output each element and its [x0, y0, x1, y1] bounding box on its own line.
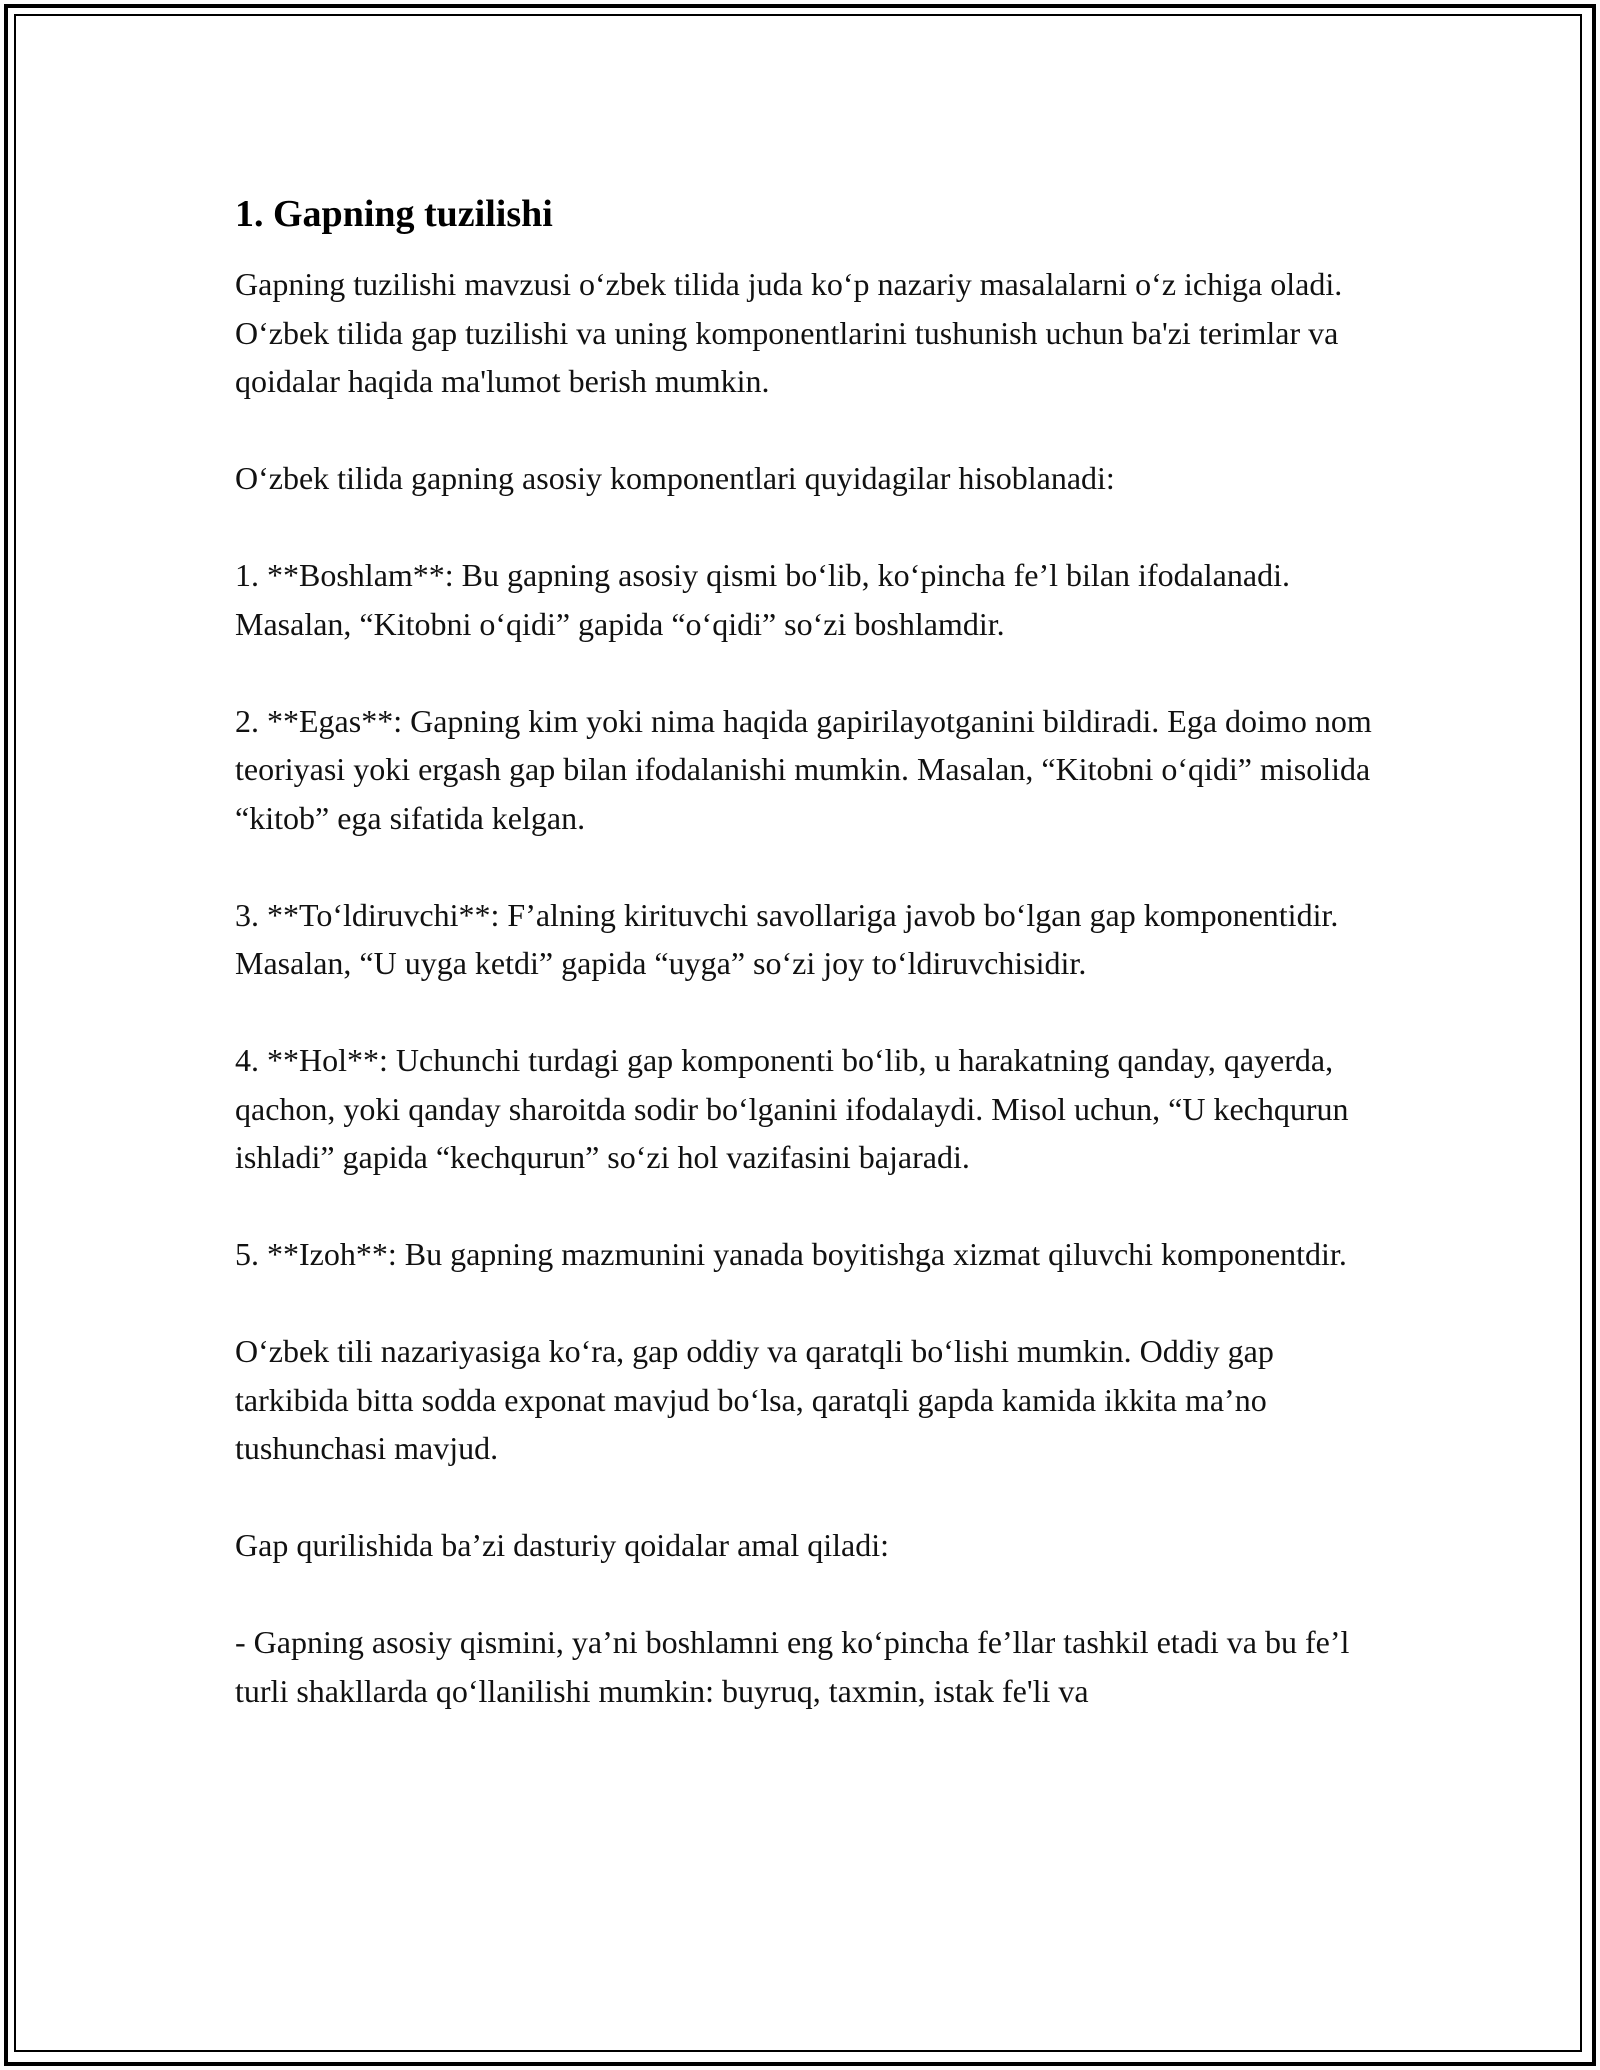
- rule-item: - Gapning asosiy qismini, ya’ni boshlamni eng ko‘pincha fe’llar tashkil etadi va bu fe’l turli shakllarda qo‘llanilishi mumkin: buyruq, taxmin, istak fe'li va: [235, 1624, 1350, 1709]
- list-item-boshlam: 1. **Boshlam**: Bu gapning asosiy qismi bo‘lib, ko‘pincha fe’l bilan ifodalanadi. Masalan, “Kitobni o‘qidi” gapida “o‘qidi” so‘zi boshlamdir.: [235, 557, 1290, 642]
- list-item-toldiruvchi: 3. **To‘ldiruvchi**: F’alning kirituvchi savollariga javob bo‘lgan gap komponentidir. Masalan, “U uyga ketdi” gapida “uyga” so‘zi joy to‘ldiruvchisidir.: [235, 896, 1339, 981]
- list-item-egas: 2. **Egas**: Gapning kim yoki nima haqida gapirilayotganini bildiradi. Ega doimo nom teoriyasi yoki ergash gap bilan ifodalanishi mumkin. Masalan, “Kitobni o‘qidi” misolida “kitob” ega sifatida kelgan.: [235, 702, 1372, 836]
- intro-paragraph: Gapning tuzilishi mavzusi o‘zbek tilida juda ko‘p nazariy masalalarni o‘z ichiga oladi. O‘zbek tilida gap tuzilishi va uning komponentlarini tushunish uchun ba'zi terimlar va qoidalar haqida ma'lumot berish mumkin.: [235, 266, 1343, 399]
- rules-intro: Gap qurilishida ba’zi dasturiy qoidalar amal qiladi:: [235, 1527, 890, 1563]
- section-title: 1. Gapning tuzilishi: [235, 193, 553, 235]
- document-body: [235, 188, 1385, 1764]
- list-item-hol: 4. **Hol**: Uchunchi turdagi gap komponenti bo‘lib, u harakatning qanday, qayerda, qachon, yoki qanday sharoitda sodir bo‘lganini ifodalaydi. Misol uchun, “U kechqurun ishladi” gapida “kechqurun” so‘zi hol vazifasini bajaradi.: [235, 1042, 1349, 1175]
- list-item-izoh: 5. **Izoh**: Bu gapning mazmunini yanada boyitishga xizmat qiluvchi komponentdir.: [235, 1236, 1347, 1272]
- theory-paragraph: O‘zbek tili nazariyasiga ko‘ra, gap oddiy va qaratqli bo‘lishi mumkin. Oddiy gap tarkibida bitta sodda exponat mavjud bo‘lsa, qaratqli gapda kamida ikkita ma’no tushunchasi mavjud.: [235, 1333, 1274, 1466]
- components-intro: O‘zbek tilida gapning asosiy komponentlari quyidagilar hisoblanadi:: [235, 460, 1115, 496]
